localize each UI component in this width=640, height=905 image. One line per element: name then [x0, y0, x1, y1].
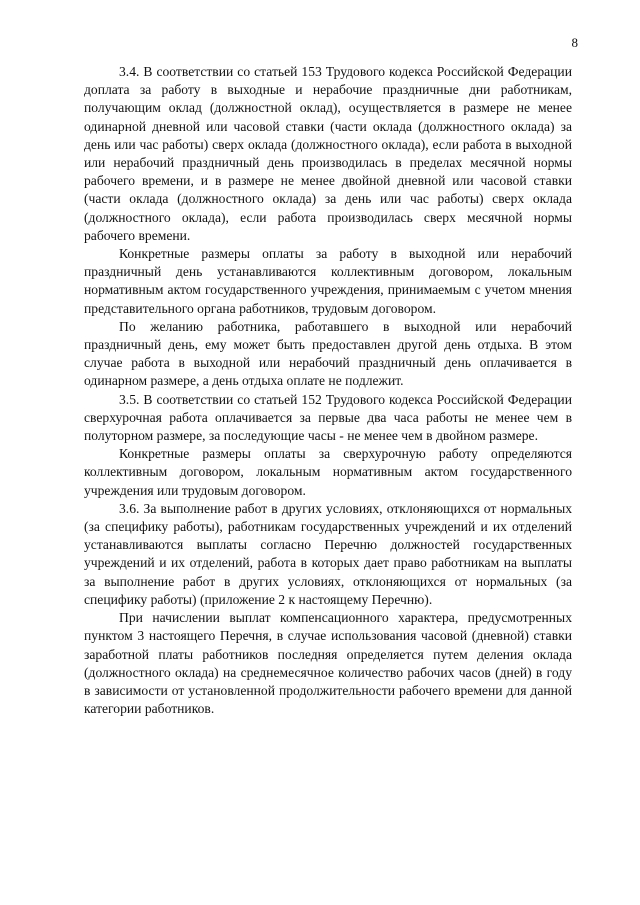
paragraph-weekend-pay-amounts: Конкретные размеры оплаты за работу в выходной или нерабочий праздничный день устанавливаются коллективным договором, локальным нормативным актом государственного учреждения, принимаемым с учетом мнения представительного органа работников, трудовым договором.: [84, 246, 572, 316]
paragraph-compensation-calculation: При начислении выплат компенсационного характера, предусмотренных пунктом 3 настоящего Перечня, в случае использования часовой (дневной) ставки заработной платы работников последняя определяется путем деления оклада (должностного оклада) на среднемесячное количество рабочих часов (дней) в году в зависимости от установленной продолжительности рабочего времени для данной категории работников.: [84, 610, 572, 717]
page-number: 8: [571, 35, 578, 50]
document-body: [84, 63, 572, 718]
paragraph-day-off-option: По желанию работника, работавшего в выходной или нерабочий праздничный день, ему может быть предоставлен другой день отдыха. В этом случае работа в выходной или нерабочий праздничный день оплачивается в одинарном размере, а день отдыха оплате не подлежит.: [84, 318, 572, 389]
paragraph-3-4: 3.4. В соответствии со статьей 153 Трудового кодекса Российской Федерации доплата за работу в выходные и нерабочие праздничные дни работникам, получающим оклад (должностной оклад), осуществляется в размере не менее одинарной дневной или часовой ставки (части оклада (должностного оклада) за день или час работы) сверх оклада (должностного оклада), если работа в выходной или нерабочий праздничный день производилась в пределах месячной нормы рабочего времени, и в размере не менее двойной дневной или часовой ставки (части оклада (должностного оклада) за день или час работы) сверх оклада (должностного оклада), если работа производилась сверх месячной нормы рабочего времени.: [84, 64, 572, 243]
paragraph-3-6: 3.6. За выполнение работ в других условиях, отклоняющихся от нормальных (за специфику работы), работникам государственных учреждений и их отделений устанавливаются выплаты согласно Перечню должностей государственных учреждений и их отделений, работа в которых дает право работникам на выплаты за выполнение работ в других условиях, отклоняющихся от нормальных (за специфику работы) (приложение 2 к настоящему Перечню).: [84, 500, 572, 607]
paragraph-overtime-pay-amounts: Конкретные размеры оплаты за сверхурочную работу определяются коллективным договором, локальным нормативным актом государственного учреждения или трудовым договором.: [84, 446, 572, 498]
paragraph-3-5: 3.5. В соответствии со статьей 152 Трудового кодекса Российской Федерации сверхурочная работа оплачивается за первые два часа работы не менее чем в полуторном размере, за последующие часы - не менее чем в двойном размере.: [84, 391, 572, 444]
